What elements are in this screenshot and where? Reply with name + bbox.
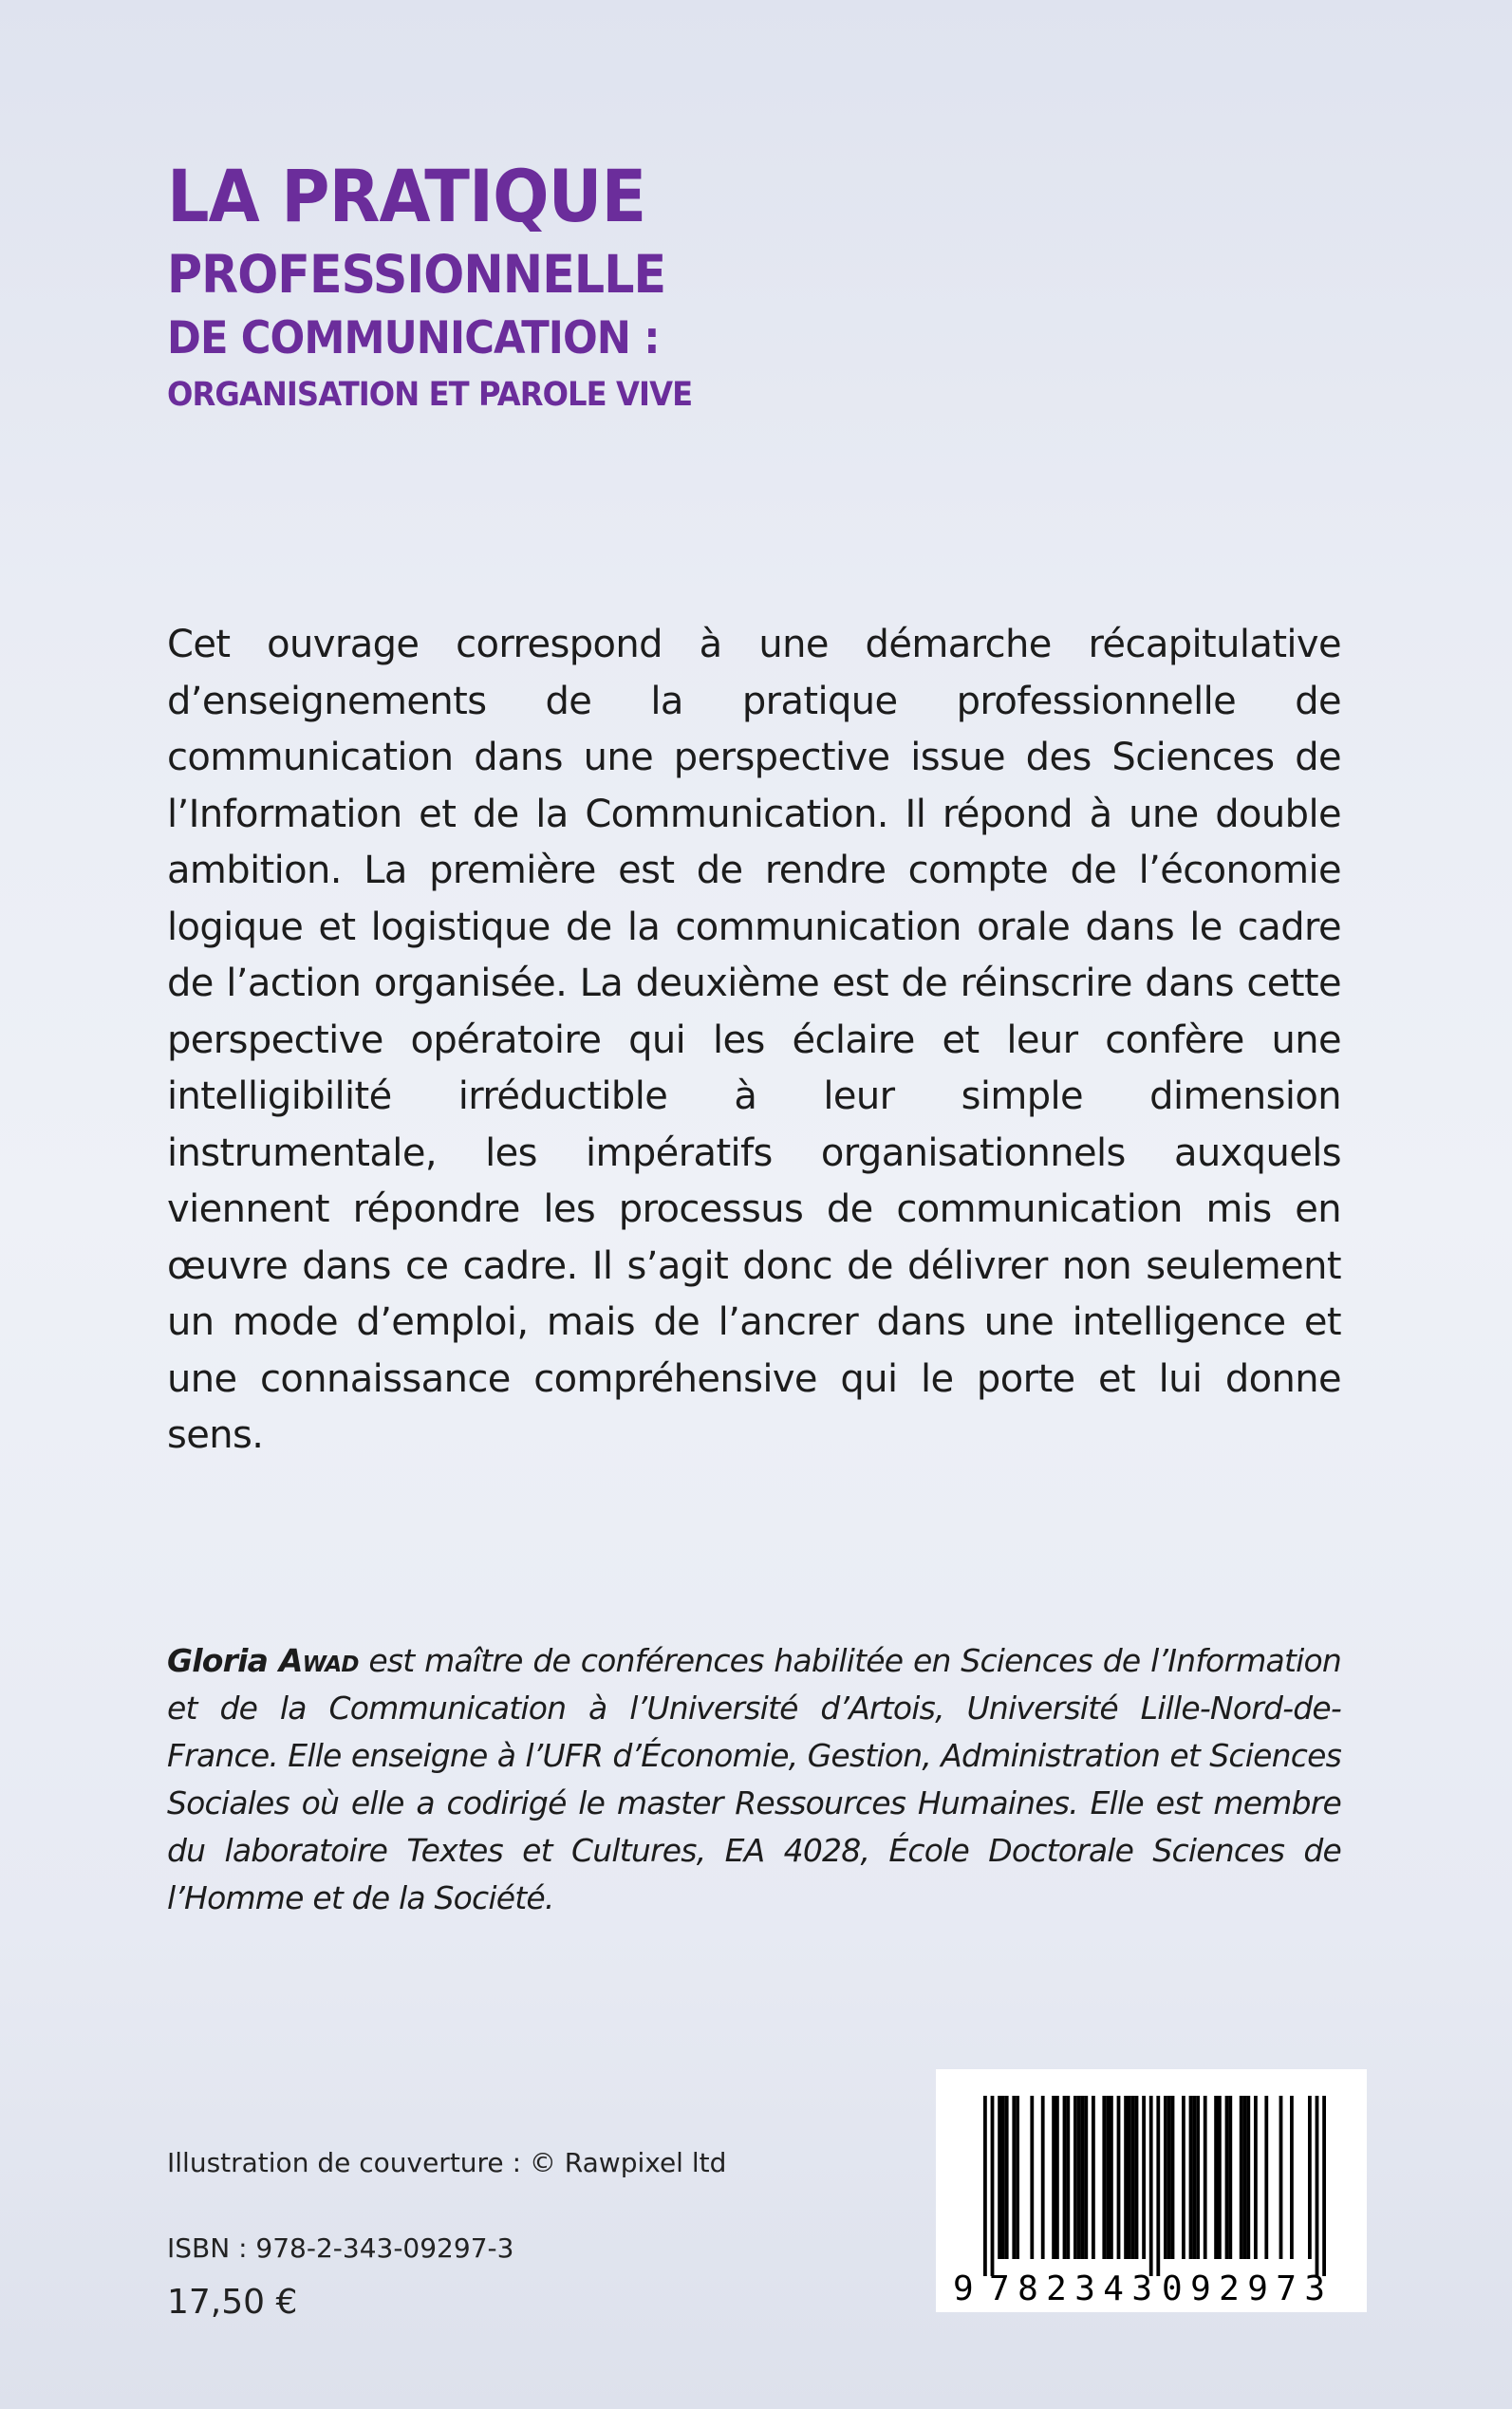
barcode-bars <box>983 2096 1326 2276</box>
barcode-bar <box>1228 2096 1232 2259</box>
barcode-bar <box>1214 2096 1218 2259</box>
barcode-bar <box>1084 2096 1088 2259</box>
barcode-bar <box>1308 2096 1312 2259</box>
barcode-bar <box>1055 2096 1059 2259</box>
title-subtitle: ORGANISATION ET PAROLE VIVE <box>167 376 693 414</box>
title-line-1: LA PRATIQUE <box>167 154 646 238</box>
barcode-bar <box>1131 2096 1135 2259</box>
barcode-bar <box>1164 2096 1167 2259</box>
cover-credit: Illustration de couverture : © Rawpixel ltd <box>167 2147 727 2178</box>
barcode-bar <box>1117 2096 1121 2259</box>
barcode-bar <box>1182 2096 1185 2259</box>
barcode-bar <box>1012 2096 1016 2259</box>
barcode-bar <box>1063 2096 1067 2259</box>
barcode-bar <box>1081 2096 1085 2259</box>
barcode-bar <box>1167 2096 1171 2259</box>
barcode-bar <box>1124 2096 1128 2259</box>
barcode-bar <box>1156 2096 1160 2276</box>
barcode-bar <box>1128 2096 1131 2259</box>
barcode-bar <box>1316 2096 1319 2276</box>
barcode-bar <box>1135 2096 1139 2259</box>
barcode-bar <box>1030 2096 1034 2259</box>
barcode-bar <box>1066 2096 1070 2259</box>
barcode-bar <box>1240 2096 1243 2259</box>
book-title <box>167 152 699 420</box>
barcode-bar <box>1254 2096 1258 2259</box>
author-bio-text: est maître de conférences habilitée en Sciences de l’Information et de la Communication à l’Université d’Artois, Université Lille-Nord-de-France. Elle enseigne à l’UFR d’Économie, Gestion, Administration et Sciences Sociales où elle a codirigé le master Ressources Humaines. Elle est membre du laboratoire Textes et Cultures, EA 4028, École Doctorale Sciences de l’Homme et de la Société. <box>167 1642 1341 1916</box>
barcode-bar <box>1005 2096 1009 2259</box>
barcode-bar <box>1218 2096 1222 2259</box>
barcode-bar <box>1016 2096 1019 2259</box>
barcode-bar <box>1106 2096 1110 2259</box>
author-bio <box>167 1637 1341 1922</box>
barcode-bar <box>1149 2096 1153 2276</box>
barcode-bar <box>1142 2096 1146 2259</box>
barcode-bar <box>1290 2096 1294 2259</box>
barcode-left-digits: 782343 <box>989 2269 1152 2308</box>
barcode-bar <box>1322 2096 1326 2276</box>
barcode-bar <box>1092 2096 1095 2259</box>
title-line-3: DE COMMUNICATION : <box>167 312 660 364</box>
author-first-name: Gloria <box>167 1642 279 1679</box>
barcode-bar <box>1279 2096 1283 2259</box>
barcode-bar <box>1196 2096 1200 2259</box>
isbn: ISBN : 978-2-343-09297-3 <box>167 2232 514 2264</box>
book-summary: Cet ouvrage correspond à une démarche récapitulative d’enseignements de la pratique professionnelle de communication dans une perspective issue des Sciences de l’Information et de la Communication. Il répond à une double ambition. La première est de rendre compte de l’économie logique et logistique de la communication orale dans le cadre de l’action organisée. La deuxième est de réinscrire dans cette perspective opératoire qui les éclaire et leur confère une intelligibilité irréductible à leur simple dimension instrumentale, les impératifs organisationnels auxquels viennent répondre les processus de communication mis en œuvre dans ce cadre. Il s’agit donc de délivrer non seulement un mode d’emploi, mais de l’ancrer dans une intelligence et une connaissance compréhensive qui le porte et lui donne sens. <box>167 623 1341 1457</box>
barcode <box>936 2069 1367 2312</box>
barcode-bar <box>1077 2096 1081 2259</box>
barcode-first-digit: 9 <box>953 2269 974 2308</box>
barcode-bar <box>1052 2096 1055 2259</box>
barcode-bar <box>1110 2096 1113 2259</box>
barcode-bar <box>998 2096 1001 2259</box>
barcode-right-digits: 092973 <box>1162 2269 1325 2308</box>
barcode-bar <box>1225 2096 1229 2259</box>
barcode-bar <box>1102 2096 1106 2259</box>
barcode-bar <box>1189 2096 1193 2259</box>
price: 17,50 € <box>167 2283 298 2322</box>
author-last-name: Awad <box>278 1642 359 1679</box>
barcode-bar <box>1171 2096 1175 2259</box>
barcode-bar <box>1001 2096 1005 2259</box>
barcode-bar <box>1204 2096 1207 2259</box>
barcode-bar <box>1192 2096 1196 2259</box>
barcode-bar <box>1243 2096 1247 2259</box>
barcode-bar <box>1246 2096 1250 2259</box>
barcode-bar <box>1041 2096 1045 2259</box>
barcode-bar <box>1264 2096 1268 2259</box>
barcode-graphic <box>936 2069 1367 2312</box>
barcode-bar <box>991 2096 995 2276</box>
barcode-bar <box>1073 2096 1077 2259</box>
barcode-bar <box>983 2096 987 2276</box>
title-line-2: PROFESSIONNELLE <box>167 244 666 305</box>
